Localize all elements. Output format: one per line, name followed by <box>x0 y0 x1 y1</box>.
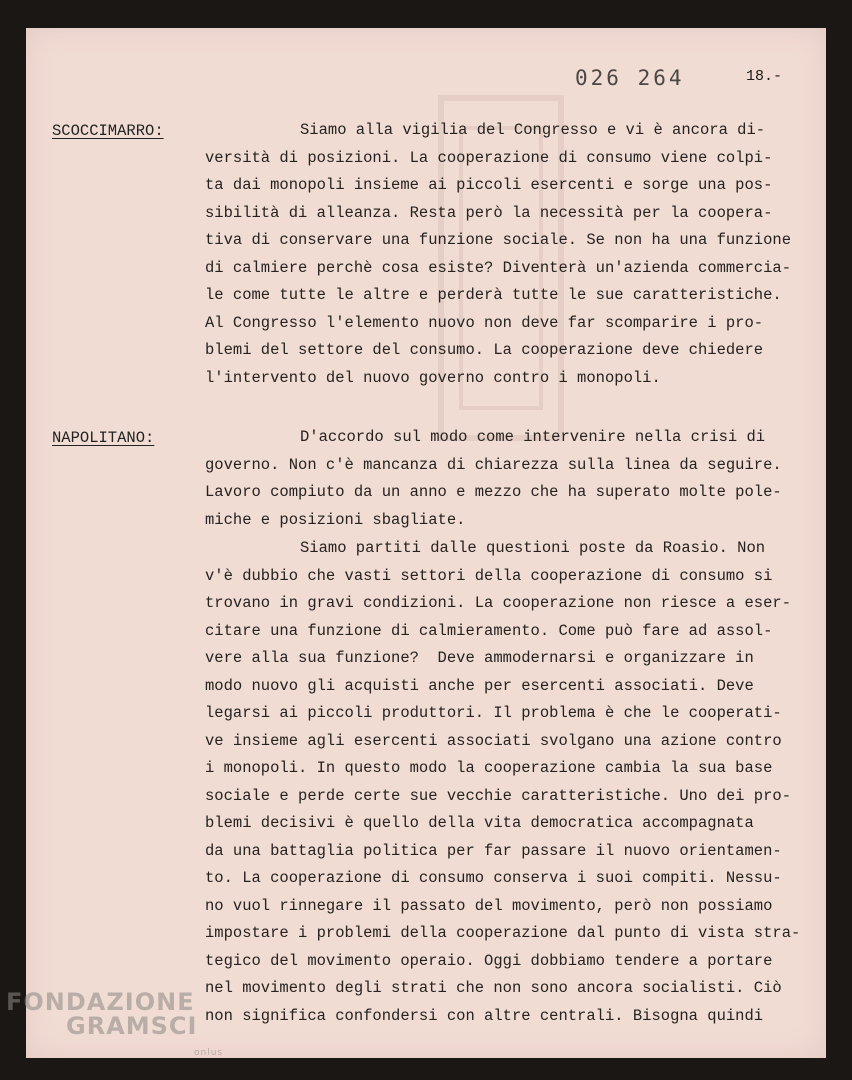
text-line: versità di posizioni. La cooperazione di consumo viene colpi- <box>205 149 773 167</box>
speaker-name: SCOCCIMARRO: <box>52 122 164 140</box>
text-line: tegico del movimento operaio. Oggi dobbiamo tendere a portare <box>205 952 773 970</box>
text-line: tiva di conservare una funzione sociale. Se non ha una funzione <box>205 231 791 249</box>
text-line: trovano in gravi condizioni. La cooperazione non riesce a eser- <box>205 594 791 612</box>
archive-number: 026 264 <box>575 66 685 90</box>
speaker-name: NAPOLITANO: <box>52 429 155 447</box>
text-line: l'intervento del nuovo governo contro i monopoli. <box>205 369 661 387</box>
text-line: di calmiere perchè cosa esiste? Diventerà un'azienda commercia- <box>205 259 791 277</box>
text-line: i monopoli. In questo modo la cooperazione cambia la sua base <box>205 759 773 777</box>
text-line: no vuol rinnegare il passato del movimento, però non possiamo <box>205 897 773 915</box>
text-line: Siamo alla vigilia del Congresso e vi è ancora di- <box>300 121 766 139</box>
text-line: ta dai monopoli insieme ai piccoli esercenti e sorge una pos- <box>205 176 773 194</box>
text-line: Lavoro compiuto da un anno e mezzo che ha superato molte pole- <box>205 483 782 501</box>
fondazione-gramsci-logo: FONDAZIONE GRAMSCI onlus <box>6 988 224 1058</box>
text-line: legarsi ai piccoli produttori. Il problema è che le cooperati- <box>205 704 782 722</box>
text-line: governo. Non c'è mancanza di chiarezza sulla linea da seguire. <box>205 456 782 474</box>
text-line: Al Congresso l'elemento nuovo non deve far scomparire i pro- <box>205 314 764 332</box>
text-line: to. La cooperazione di consumo conserva i suoi compiti. Nessu- <box>205 869 782 887</box>
text-line: v'è dubbio che vasti settori della cooperazione di consumo si <box>205 567 773 585</box>
text-line: modo nuovo gli acquisti anche per esercenti associati. Deve <box>205 677 754 695</box>
text-line: le come tutte le altre e perderà tutte le sue caratteristiche. <box>205 286 782 304</box>
text-line: nel movimento degli strati che non sono ancora socialisti. Ciò <box>205 979 782 997</box>
text-line: blemi del settore del consumo. La cooperazione deve chiedere <box>205 341 764 359</box>
text-line: miche e posizioni sbagliate. <box>205 511 466 529</box>
text-line: citare una funzione di calmieramento. Come può fare ad assol- <box>205 622 773 640</box>
text-line: vere alla sua funzione? Deve ammodernarsi e organizzare in <box>205 649 754 667</box>
text-line: sibilità di alleanza. Resta però la necessità per la coopera- <box>205 204 773 222</box>
text-line: sociale e perde certe sue vecchie caratteristiche. Uno dei pro- <box>205 787 791 805</box>
page-number: 18.- <box>746 68 783 85</box>
text-line: Siamo partiti dalle questioni poste da Roasio. Non <box>300 539 766 557</box>
text-line: ve insieme agli esercenti associati svolgano una azione contro <box>205 732 782 750</box>
text-line: impostare i problemi della cooperazione dal punto di vista stra- <box>205 924 801 942</box>
text-line: D'accordo sul modo come intervenire nella crisi di <box>300 428 766 446</box>
text-line: blemi decisivi è quello della vita democratica accompagnata <box>205 814 754 832</box>
text-line: non significa confondersi con altre centrali. Bisogna quindi <box>205 1007 764 1025</box>
text-line: da una battaglia politica per far passare il nuovo orientamen- <box>205 842 782 860</box>
